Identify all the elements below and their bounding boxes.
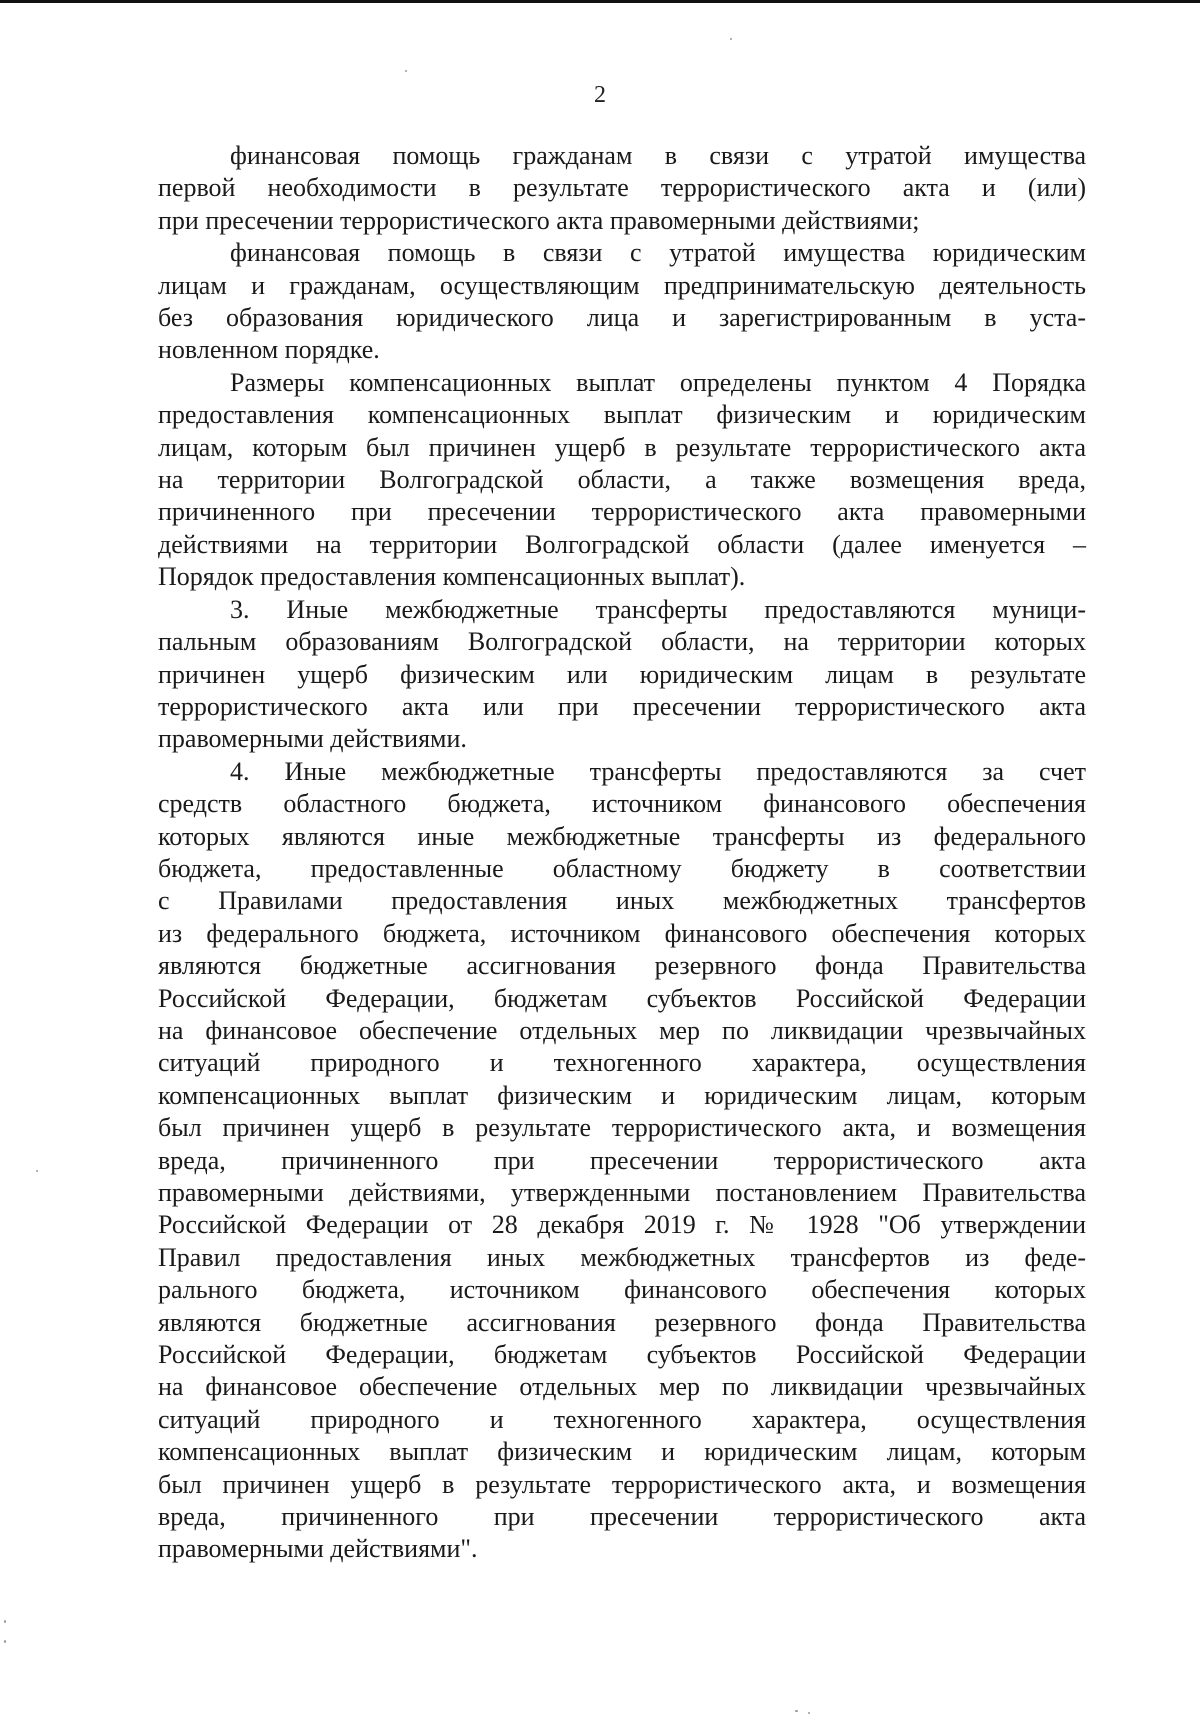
- text-line: вреда, причиненного при пресечении террористического акта: [158, 1145, 1086, 1175]
- text-line: финансовая помощь гражданам в связи с утратой имущества: [230, 141, 1086, 170]
- text-line: 3. Иные межбюджетные трансферты предоставляются муници-: [230, 594, 1086, 624]
- text-line: 4. Иные межбюджетные трансферты предоставляются за счет: [230, 756, 1086, 786]
- text-line: средств областного бюджета, источником финансового обеспечения: [158, 789, 1086, 819]
- text-line: рального бюджета, источником финансового обеспечения которых: [158, 1275, 1086, 1305]
- paragraph: [158, 367, 1086, 594]
- text-line: финансовая помощь в связи с утратой имущества юридическим: [230, 238, 1086, 268]
- text-line: террористического акта или при пресечении террористического акта: [158, 691, 1086, 721]
- scan-speck: [4, 1620, 6, 1623]
- text-line: первой необходимости в результате террористического акта и (или): [158, 173, 1086, 203]
- text-line: из федерального бюджета, источником финансового обеспечения которых: [158, 918, 1086, 948]
- text-line: Российской Федерации, бюджетам субъектов Российской Федерации: [158, 983, 1086, 1013]
- text-line: являются бюджетные ассигнования резервного фонда Правительства: [158, 951, 1086, 981]
- text-line: новленном порядке.: [158, 335, 380, 365]
- text-line: правомерными действиями".: [158, 1534, 478, 1564]
- text-line: на территории Волгоградской области, а также возмещения вреда,: [158, 465, 1086, 495]
- text-line: являются бюджетные ассигнования резервного фонда Правительства: [158, 1307, 1086, 1337]
- text-line: предоставления компенсационных выплат физическим и юридическим: [158, 400, 1086, 430]
- text-line: действиями на территории Волгоградской области (далее именуется –: [158, 529, 1086, 559]
- scan-speck: [36, 1170, 38, 1172]
- text-line: лицам, которым был причинен ущерб в результате террористического акта: [158, 432, 1086, 462]
- text-line: пальным образованиям Волгоградской области, на территории которых: [158, 627, 1086, 657]
- text-line: лицам и гражданам, осуществляющим предпринимательскую деятельность: [158, 270, 1086, 300]
- scan-speck: [405, 70, 407, 72]
- scan-speck: [808, 1712, 810, 1714]
- scan-speck: [795, 1710, 798, 1712]
- text-line: ситуаций природного и техногенного характера, осуществления: [158, 1048, 1086, 1078]
- top-edge-rule: [0, 0, 1200, 3]
- text-line: компенсационных выплат физическим и юридическим лицам, которым: [158, 1437, 1086, 1467]
- text-line: причинен ущерб физическим или юридическим лицам в результате: [158, 659, 1086, 689]
- text-line: Порядок предоставления компенсационных выплат).: [158, 562, 746, 592]
- text-line: на финансовое обеспечение отдельных мер по ликвидации чрезвычайных: [158, 1372, 1086, 1402]
- text-line: на финансовое обеспечение отдельных мер по ликвидации чрезвычайных: [158, 1015, 1086, 1045]
- text-line: компенсационных выплат физическим и юридическим лицам, которым: [158, 1080, 1086, 1110]
- paragraph: [158, 594, 1086, 756]
- text-line: Российской Федерации, бюджетам субъектов Российской Федерации: [158, 1340, 1086, 1370]
- text-line: был причинен ущерб в результате террористического акта, и возмещения: [158, 1113, 1086, 1143]
- text-line: правомерными действиями, утвержденными постановлением Правительства: [158, 1178, 1086, 1207]
- text-line: Российской Федерации от 28 декабря 2019 г. № 1928 "Об утверждении: [158, 1210, 1086, 1240]
- text-line: без образования юридического лица и зарегистрированным в уста-: [158, 303, 1086, 333]
- text-line: был причинен ущерб в результате террористического акта, и возмещения: [158, 1469, 1086, 1499]
- text-line: бюджета, предоставленные областному бюджету в соответствии: [158, 853, 1086, 883]
- paragraph: [158, 756, 1086, 1566]
- scan-speck: [4, 1640, 6, 1643]
- text-line: Размеры компенсационных выплат определены пунктом 4 Порядка: [230, 367, 1086, 397]
- text-line: ситуаций природного и техногенного характера, осуществления: [158, 1404, 1086, 1434]
- paragraph: [158, 140, 1086, 237]
- text-line: которых являются иные межбюджетные трансферты из федерального: [158, 821, 1086, 851]
- text-line: с Правилами предоставления иных межбюджетных трансфертов: [158, 886, 1086, 916]
- scan-speck: [730, 38, 732, 40]
- paragraph: [158, 237, 1086, 367]
- text-line: правомерными действиями.: [158, 724, 467, 754]
- text-line: при пресечении террористического акта правомерными действиями;: [158, 205, 920, 235]
- page-number: 2: [594, 82, 606, 108]
- text-line: причиненного при пресечении террористического акта правомерными: [158, 497, 1086, 527]
- text-line: Правил предоставления иных межбюджетных трансфертов из феде-: [158, 1242, 1086, 1272]
- text-line: вреда, причиненного при пресечении террористического акта: [158, 1502, 1086, 1532]
- document-body: [158, 140, 1086, 1566]
